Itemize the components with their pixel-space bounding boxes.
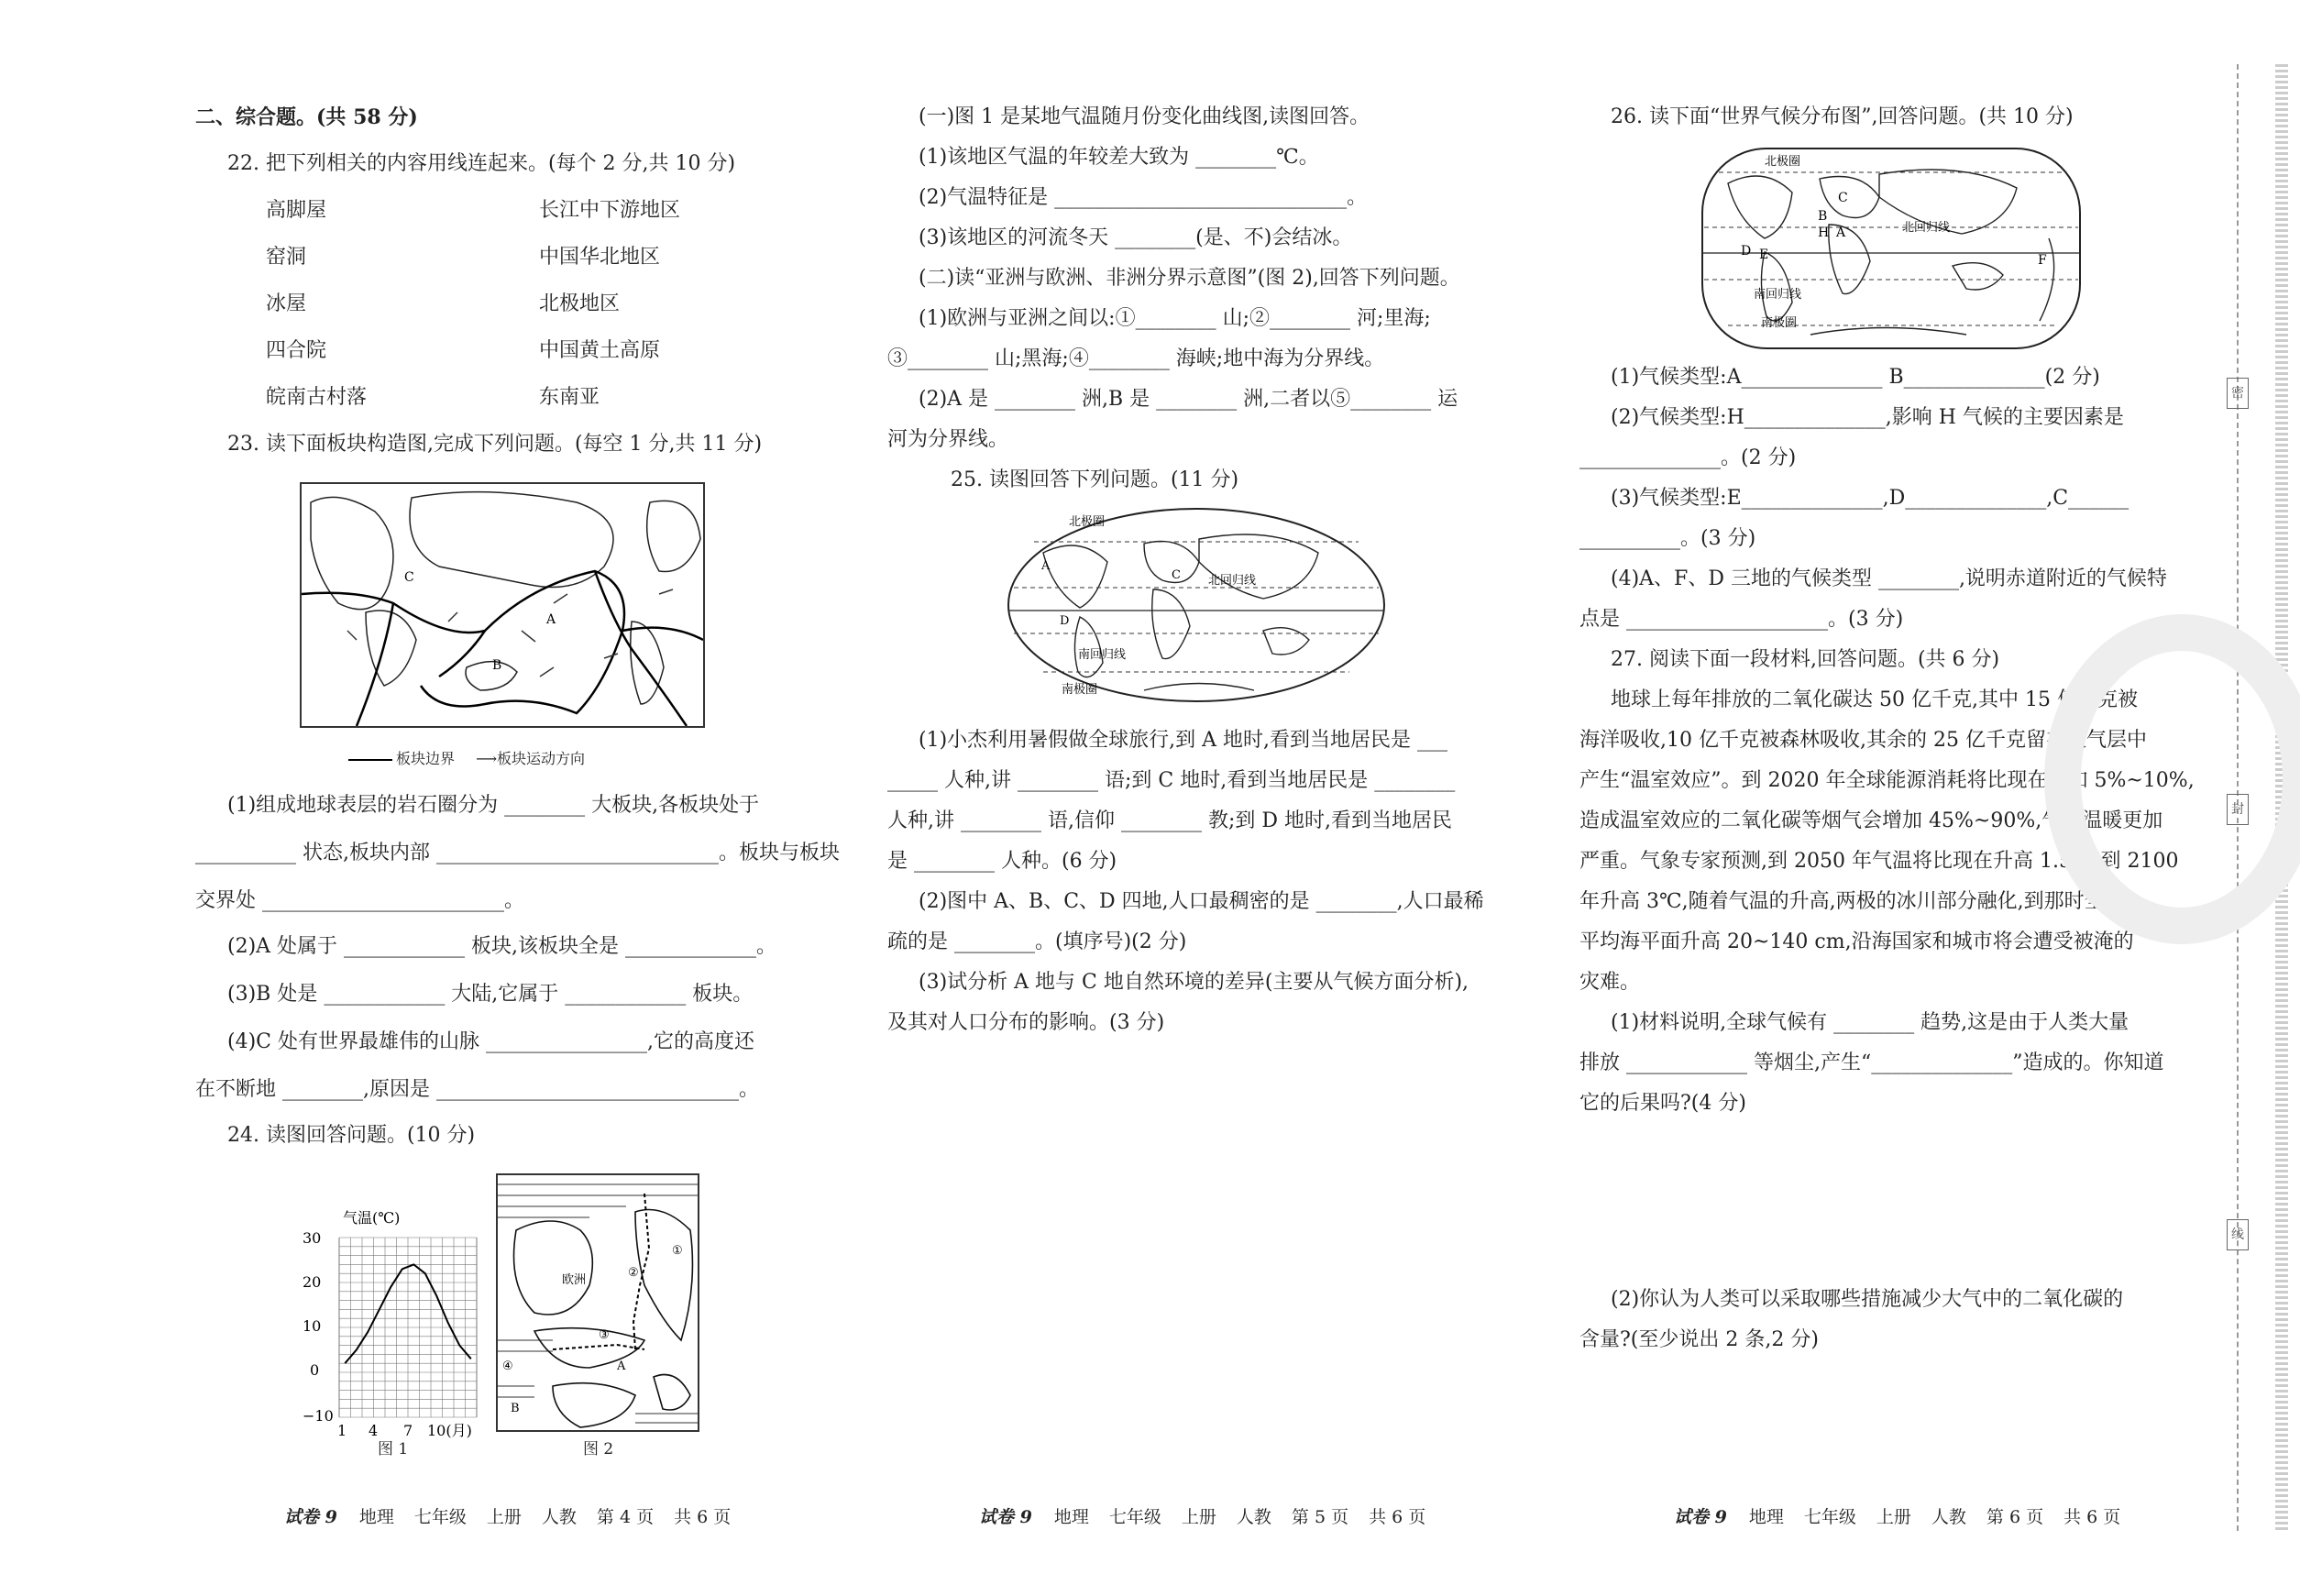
q27-title: 27. 阅读下面一段材料,回答问题。(共 6 分): [1611, 648, 2000, 671]
q22-right-item: 北极地区: [539, 292, 621, 315]
footer-subject: 地理: [1748, 1507, 1784, 1527]
q26-line: ______________。(2 分): [1579, 446, 1797, 469]
q25-line: 及其对人口分布的影响。(3 分): [887, 1011, 1165, 1034]
plate-map-legend: [348, 752, 585, 766]
q26-line: (1)气候类型:A______________ B______________(2 分): [1611, 366, 2100, 389]
q22-left-item: 冰屋: [266, 292, 307, 315]
xtick: 4: [369, 1422, 379, 1439]
q25-line: 人种,讲 ________ 语,信仰 ________ 教;到 D 地时,看到当地居民: [887, 809, 1452, 832]
q24-line: (一)图 1 是某地气温随月份变化曲线图,读图回答。: [919, 105, 1370, 128]
xtick: 10(月): [427, 1422, 472, 1439]
footer-grade: 七年级: [1803, 1507, 1856, 1527]
map26-label-d: D: [1741, 244, 1752, 259]
footer-subject: 地理: [1053, 1507, 1089, 1527]
q23-line: (3)B 处是 ____________ 大陆,它属于 ____________ 板块。: [227, 983, 754, 1006]
q23-line: 交界处 ________________________。: [195, 889, 524, 912]
q27-material-line: 产生“温室效应”。到 2020 年全球能源消耗将比现在增加 5%~10%,: [1579, 769, 2195, 792]
q24-line: (1)欧洲与亚洲之间以:①________ 山;②________ 河;里海;: [919, 307, 1431, 330]
legend-motion-label: 板块运动方向: [497, 750, 586, 767]
ytick: 30: [303, 1229, 322, 1247]
footer-paper: 试卷 9: [979, 1507, 1032, 1527]
fig2-label-1: ①: [672, 1244, 683, 1258]
q24-line: (2)气温特征是 _____________________________。: [919, 186, 1368, 209]
plate-map-label-c: C: [404, 570, 414, 585]
q25-line: _____ 人种,讲 ________ 语;到 C 地时,看到当地居民是 ________: [887, 769, 1456, 792]
legend-boundary-label: 板块边界: [396, 750, 456, 767]
q25-line: (1)小杰利用暑假做全球旅行,到 A 地时,看到当地居民是 ___: [919, 729, 1448, 752]
fig2-label-europe: 欧洲: [562, 1273, 587, 1287]
map26-antarctic-label: 南极圈: [1761, 316, 1798, 330]
q25-line: 疏的是 ________。(填序号)(2 分): [887, 930, 1187, 953]
map26-tropic-s-label: 南回归线: [1754, 288, 1802, 302]
q27-material-line: 造成温室效应的二氧化碳等烟气会增加 45%~90%,气候温暖更加: [1579, 809, 2163, 832]
q22-right-item: 长江中下游地区: [539, 199, 681, 222]
section-title: 二、综合题。(共 58 分): [195, 105, 418, 129]
fig2-label-4: ④: [502, 1359, 513, 1373]
q25-title: 25. 读图回答下列问题。(11 分): [951, 468, 1239, 491]
q22-left-item: 窑洞: [266, 246, 307, 269]
q24-line: (1)该地区气温的年较差大致为 ________℃。: [919, 146, 1319, 169]
q25-line: 是 ________ 人种。(6 分): [887, 850, 1117, 873]
ytick: 10: [303, 1317, 322, 1335]
q26-line: (3)气候类型:E______________,D______________,C______: [1611, 487, 2129, 510]
ytick: 20: [303, 1273, 322, 1291]
page-footer: [979, 1503, 1446, 1528]
q23-line: (1)组成地球表层的岩石圈分为 ________ 大板块,各板块处于: [227, 794, 760, 817]
q27-line: (1)材料说明,全球气候有 ________ 趋势,这是由于人类大量: [1611, 1011, 2129, 1034]
q24-line: 河为分界线。: [887, 428, 1009, 451]
binding-mark: 线: [2227, 1219, 2249, 1250]
ytick: 0: [310, 1361, 320, 1379]
binding-mark: 封: [2227, 794, 2249, 825]
footer-vol: 上册: [1876, 1507, 1911, 1527]
q23-line: __________ 状态,板块内部 ____________________________。板块与板块: [195, 842, 840, 864]
binding-mark: 密: [2227, 378, 2249, 409]
q27-line: (2)你认为人类可以采取哪些措施减少大气中的二氧化碳的: [1611, 1288, 2124, 1311]
footer-grade: 七年级: [413, 1507, 467, 1527]
legend-boundary-line: [348, 759, 392, 761]
q27-material-line: 年升高 3℃,随着气温的升高,两极的冰川部分融化,到那时全球: [1579, 890, 2125, 913]
map25-label-c: C: [1172, 568, 1181, 582]
q27-material-line: 地球上每年排放的二氧化碳达 50 亿千克,其中 15 亿千克被: [1611, 688, 2138, 711]
footer-total: 共 6 页: [674, 1507, 732, 1527]
q24-line: (2)A 是 ________ 洲,B 是 ________ 洲,二者以⑤________ 运: [919, 388, 1458, 411]
fig2-label-2: ②: [628, 1266, 639, 1280]
q22-left-item: 皖南古村落: [266, 386, 368, 409]
q27-material-line: 严重。气象专家预测,到 2050 年气温将比现在升高 1.5℃,到 2100: [1579, 850, 2179, 873]
q27-line: 排放 ____________ 等烟尘,产生“______________”造成的。你知道: [1579, 1051, 2164, 1074]
map25-label-d: D: [1060, 614, 1070, 628]
europe-asia-boundary-map: [496, 1173, 699, 1432]
q27-material-line: 海洋吸收,10 亿千克被森林吸收,其余的 25 亿千克留在大气层中: [1579, 729, 2147, 752]
map26-tropic-n-label: 北回归线: [1902, 221, 1951, 235]
q27-material-line: 灾难。: [1579, 971, 1641, 994]
page-footer: [284, 1503, 751, 1528]
footer-paper: 试卷 9: [1674, 1507, 1727, 1527]
footer-edition: 人教: [1931, 1507, 1966, 1527]
q22-right-item: 中国黄土高原: [539, 339, 661, 362]
q23-title: 23. 读下面板块构造图,完成下列问题。(每空 1 分,共 11 分): [227, 433, 763, 456]
q27-line: 它的后果吗?(4 分): [1579, 1092, 1746, 1115]
q24-title: 24. 读图回答问题。(10 分): [227, 1124, 476, 1147]
map26-label-c: C: [1838, 191, 1848, 205]
footer-total: 共 6 页: [1369, 1507, 1426, 1527]
map26-arctic-label: 北极圈: [1765, 155, 1801, 169]
q22-left-item: 高脚屋: [266, 199, 327, 222]
map25-label-a: A: [1041, 559, 1051, 573]
map26-label-h: H: [1818, 226, 1830, 240]
footer-edition: 人教: [541, 1507, 577, 1527]
q22-title: 22. 把下列相关的内容用线连起来。(每个 2 分,共 10 分): [227, 152, 736, 175]
footer-edition: 人教: [1236, 1507, 1271, 1527]
plate-map-label-a: A: [546, 612, 556, 627]
fig2-label-b: B: [511, 1402, 520, 1415]
q26-line: 点是 ____________________。(3 分): [1579, 608, 1904, 631]
plate-tectonics-map: [300, 482, 705, 728]
map26-label-e: E: [1759, 248, 1769, 262]
map26-label-a: A: [1836, 226, 1846, 240]
q26-line: (2)气候类型:H______________,影响 H 气候的主要因素是: [1611, 406, 2124, 429]
world-population-map: [1007, 507, 1386, 703]
q27-material-line: 平均海平面升高 20~140 cm,沿海国家和城市将会遭受被淹的: [1579, 930, 2134, 953]
map25-tropic-s-label: 南回归线: [1078, 648, 1127, 662]
map26-label-b: B: [1818, 209, 1828, 224]
q26-title: 26. 读下面“世界气候分布图”,回答问题。(共 10 分): [1611, 105, 2074, 128]
fig1-caption: 图 1: [378, 1440, 409, 1458]
q22-right-item: 东南亚: [539, 386, 600, 409]
q22-left-item: 四合院: [266, 339, 327, 362]
page-footer: [1674, 1503, 2140, 1528]
q27-line: 含量?(至少说出 2 条,2 分): [1579, 1328, 1819, 1351]
q25-line: (2)图中 A、B、C、D 四地,人口最稠密的是 ________,人口最稀: [919, 890, 1484, 913]
q25-line: (3)试分析 A 地与 C 地自然环境的差异(主要从气候方面分析),: [919, 971, 1469, 994]
q24-line: (二)读“亚洲与欧洲、非洲分界示意图”(图 2),回答下列问题。: [919, 267, 1460, 290]
footer-page: 第 6 页: [1986, 1507, 2044, 1527]
q23-line: (4)C 处有世界最雄伟的山脉 ________________,它的高度还: [227, 1030, 754, 1053]
footer-paper: 试卷 9: [284, 1507, 337, 1527]
temp-chart-ylabel: 气温(℃): [343, 1209, 401, 1227]
world-climate-map: [1700, 147, 2082, 350]
fig2-label-a: A: [617, 1359, 626, 1373]
footer-page: 第 4 页: [596, 1507, 655, 1527]
footer-vol: 上册: [1181, 1507, 1216, 1527]
map25-arctic-label: 北极圈: [1069, 515, 1106, 529]
footer-grade: 七年级: [1108, 1507, 1161, 1527]
footer-total: 共 6 页: [2063, 1507, 2121, 1527]
footer-page: 第 5 页: [1291, 1507, 1349, 1527]
legend-arrow-icon: ⟶: [476, 750, 498, 767]
q22-right-item: 中国华北地区: [539, 246, 661, 269]
xtick: 1: [337, 1422, 347, 1439]
plate-map-label-b: B: [492, 658, 502, 673]
map26-label-f: F: [2038, 253, 2047, 268]
map25-tropic-n-label: 北回归线: [1208, 574, 1257, 588]
q26-line: (4)A、F、D 三地的气候类型 ________,说明赤道附近的气候特: [1611, 567, 2167, 590]
footer-subject: 地理: [358, 1507, 394, 1527]
xtick: 7: [403, 1422, 413, 1439]
q24-line: (3)该地区的河流冬天 ________(是、不)会结冰。: [919, 226, 1353, 249]
footer-vol: 上册: [486, 1507, 522, 1527]
q23-line: (2)A 处属于 ____________ 板块,该板块全是 _____________。: [227, 935, 777, 958]
fig2-caption: 图 2: [583, 1440, 614, 1458]
q24-line: ③________ 山;黑海;④________ 海峡;地中海为分界线。: [887, 347, 1385, 370]
q23-line: 在不断地 ________,原因是 ______________________________。: [195, 1078, 759, 1101]
map25-antarctic-label: 南极圈: [1062, 683, 1098, 697]
fig2-label-3: ③: [599, 1328, 610, 1342]
q26-line: __________。(3 分): [1579, 527, 1756, 550]
ytick: −10: [303, 1407, 334, 1425]
temperature-chart: [303, 1208, 486, 1456]
